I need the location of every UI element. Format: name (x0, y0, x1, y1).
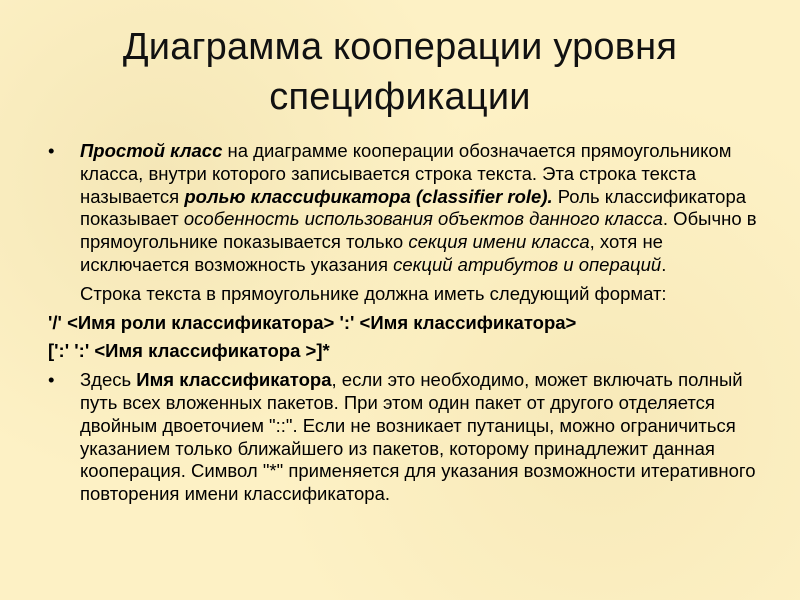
text-span: на диаграмме кооперации обозначается прямоугольником класса, внутри которого записывается строка текста. Эта строка текста называется (80, 140, 732, 207)
text-span: , хотя не исключается возможность указания (80, 231, 663, 275)
format-intro-paragraph: Строка текста в прямоугольнике должна иметь следующий формат: (80, 282, 667, 304)
text-span: Роль классификатора показывает (80, 185, 747, 230)
slide-title (0, 22, 800, 122)
text-span: . (661, 253, 667, 275)
term-simple-class: Простой класс (80, 140, 223, 161)
title-line-2: спецификации (269, 76, 531, 118)
text-span: . Обычно в прямоугольнике показывается только (80, 208, 757, 253)
format-line-1: '/' <Имя роли классификатора> ':' <Имя классификатора> (48, 311, 577, 333)
emphasis-name-section: секция имени класса (408, 231, 590, 253)
slide-body (48, 140, 763, 506)
term-classifier-role: ролью классификатора (classifier role). (184, 185, 553, 207)
bullet-item-1 (48, 140, 763, 277)
term-classifier-name: Имя классификатора (136, 369, 332, 391)
bullet-icon: • (48, 140, 55, 161)
emphasis-attr-sections: секций атрибутов и операций (393, 253, 662, 275)
bullet-icon: • (48, 369, 55, 391)
emphasis-usage: особенность использования объектов данного класса (183, 208, 663, 230)
text-span: Здесь (80, 369, 137, 391)
title-line-1: Диаграмма кооперации уровня (122, 26, 678, 68)
format-line-2: [':' ':' <Имя классификатора >]* (48, 340, 330, 362)
text-span: , если это необходимо, может включать полный путь всех вложенных пакетов. При этом один пакет от другого отделяется двойным двоеточием "::". Если не возникает путаницы, можно ограничиться указанием только ближайшего из пакетов, которому принадлежит данная кооперация. Символ "*" применяется для указания возможности итеративного повторения имени классификатора. (80, 369, 756, 505)
bullet-item-2 (48, 369, 763, 506)
